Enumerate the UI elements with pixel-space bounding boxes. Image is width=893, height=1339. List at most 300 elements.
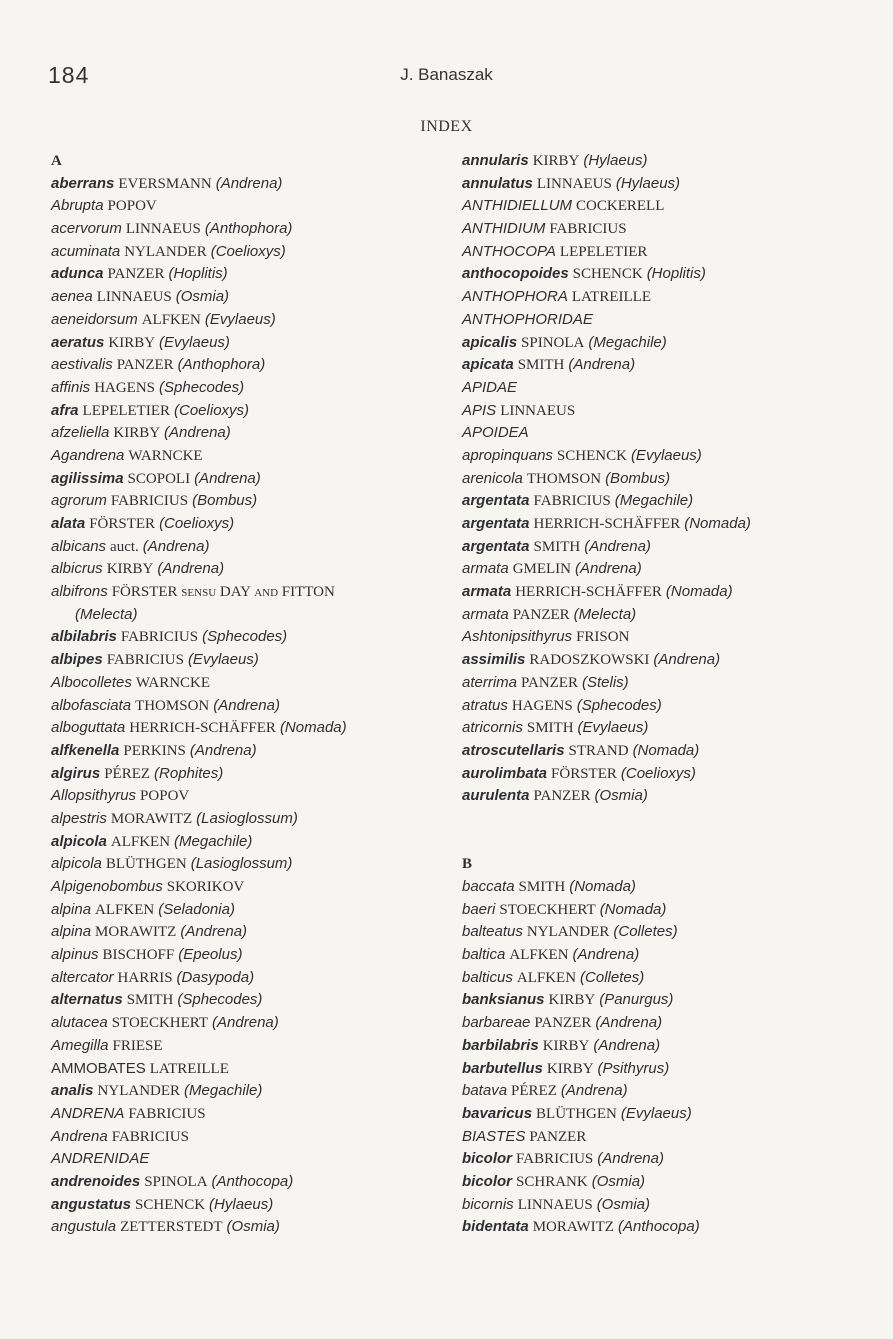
entry-genus: (Sphecodes) — [159, 378, 245, 396]
index-entry — [51, 1012, 436, 1035]
entry-continuation: (Melecta) — [75, 605, 138, 623]
entry-term: annulatus — [462, 174, 533, 192]
entry-term: affinis — [51, 378, 91, 396]
entry-term: balteatus — [462, 923, 523, 941]
index-entry — [51, 695, 436, 718]
index-entry — [51, 445, 436, 468]
index-entry — [51, 195, 436, 218]
entry-term: bicornis — [462, 1195, 514, 1213]
entry-author: SMITH — [526, 720, 574, 737]
index-entry — [462, 150, 862, 173]
index-entry — [51, 332, 436, 355]
entry-author: MORAWITZ — [532, 1219, 614, 1236]
entry-term: argentata — [462, 515, 530, 532]
index-entry — [51, 354, 436, 377]
index-entry — [51, 422, 436, 445]
section-gap — [462, 808, 862, 853]
entry-author: SKORIKOV — [166, 879, 245, 895]
index-entry — [51, 1126, 436, 1149]
entry-genus: (Osmia) — [591, 1172, 646, 1190]
index-entry — [462, 1103, 862, 1126]
entry-genus: (Andrena) — [584, 537, 651, 555]
entry-term: balticus — [462, 968, 513, 986]
entry-author: FABRICIUS — [533, 493, 611, 510]
entry-genus: (Coelioxys) — [174, 401, 250, 419]
entry-genus: (Colletes) — [613, 923, 678, 941]
index-entry — [51, 604, 436, 627]
index-entry — [51, 558, 436, 581]
index-entry — [462, 967, 862, 990]
entry-genus: (Anthocopa) — [617, 1218, 700, 1236]
entry-author: ALFKEN — [95, 901, 155, 918]
entry-author: PÉREZ — [511, 1083, 557, 1100]
entry-term: APIS — [462, 401, 497, 419]
entry-term: ANDRENA — [51, 1104, 125, 1122]
entry-author: LINNAEUS — [536, 175, 612, 192]
entry-term: armata — [462, 583, 512, 601]
index-entry — [51, 490, 436, 513]
entry-author: COCKERELL — [576, 198, 665, 215]
entry-genus: (Hylaeus) — [209, 1195, 274, 1213]
entry-author: STRAND — [568, 742, 629, 759]
entry-genus: (Andrena) — [180, 923, 248, 941]
entry-genus: (Andrena) — [572, 946, 640, 964]
index-entry — [51, 1080, 436, 1103]
entry-author: ALFKEN — [110, 833, 171, 850]
entry-genus: (Megachile) — [174, 832, 253, 850]
index-entry — [462, 377, 862, 400]
entry-term: angustatus — [51, 1195, 132, 1213]
entry-term: banksianus — [462, 991, 545, 1009]
entry-author: PANZER — [512, 606, 570, 623]
entry-term: apropinquans — [462, 446, 553, 464]
index-entry — [51, 536, 436, 559]
entry-term: Amegilla — [51, 1036, 109, 1054]
entry-author: SCHENCK — [556, 447, 627, 464]
entry-author: FÖRSTER sensu DAY and FITTON — [111, 584, 335, 601]
index-entry — [462, 263, 862, 286]
entry-author: LATREILLE — [571, 289, 651, 306]
entry-term: argentata — [462, 537, 530, 555]
entry-term: alfkenella — [51, 741, 120, 759]
entry-genus: (Sphecodes) — [177, 991, 263, 1009]
index-entry — [462, 581, 862, 604]
entry-author: POPOV — [140, 788, 190, 805]
entry-term: agrorum — [51, 492, 107, 510]
entry-term: albilabris — [51, 628, 117, 646]
entry-author: HARRIS — [117, 969, 173, 986]
entry-author: PERKINS — [123, 742, 186, 759]
index-entry — [51, 853, 436, 876]
entry-author: NYLANDER — [526, 924, 610, 941]
index-entry — [51, 468, 436, 491]
entry-author: MORAWITZ — [110, 810, 193, 827]
index-entry — [462, 1080, 862, 1103]
index-entry — [462, 490, 862, 513]
entry-genus: (Hylaeus) — [615, 174, 681, 192]
entry-term: aurolimbata — [462, 764, 548, 782]
entry-term: ANTHOPHORIDAE — [462, 310, 593, 328]
entry-genus: (Megachile) — [184, 1082, 263, 1100]
entry-genus: (Evylaeus) — [630, 446, 702, 464]
entry-term: bavaricus — [462, 1104, 533, 1122]
entry-term: alpinus — [51, 946, 99, 964]
entry-term: atricornis — [462, 719, 523, 737]
index-entry — [462, 332, 862, 355]
entry-genus: (Evylaeus) — [187, 651, 259, 669]
entry-term: Allopsithyrus — [51, 787, 137, 805]
entry-author: SPINOLA — [521, 334, 585, 351]
index-entry — [462, 626, 862, 649]
entry-genus: (Nomada) — [684, 515, 751, 532]
entry-term: BIASTES — [462, 1127, 526, 1145]
entry-genus: (Sphecodes) — [202, 628, 288, 646]
entry-term: baltica — [462, 946, 506, 964]
entry-author: LINNAEUS — [125, 221, 201, 238]
entry-term: aenea — [51, 288, 93, 306]
entry-term: aestivalis — [51, 356, 113, 374]
entry-author: POPOV — [107, 198, 157, 215]
index-entry — [462, 785, 862, 808]
entry-genus: (Nomada) — [599, 900, 667, 918]
entry-genus: (Andrena) — [164, 424, 231, 442]
entry-author: LEPELETIER — [559, 243, 648, 260]
entry-author: FÖRSTER — [551, 765, 617, 782]
index-entry — [462, 422, 862, 445]
index-entry — [51, 989, 436, 1012]
index-entry — [51, 241, 436, 264]
entry-author: SMITH — [126, 992, 174, 1009]
entry-author: NYLANDER — [124, 243, 207, 260]
entry-author: PANZER — [116, 357, 174, 374]
entry-genus: (Andrena) — [597, 1150, 664, 1168]
entry-term: alpestris — [51, 809, 107, 827]
entry-term: aeratus — [51, 333, 105, 351]
entry-term: albicans — [51, 537, 107, 555]
entry-author: LEPELETIER — [82, 402, 171, 419]
index-entry — [51, 513, 436, 536]
entry-term: Ashtonipsithyrus — [462, 628, 573, 646]
entry-genus: (Epeolus) — [178, 946, 243, 964]
entry-author: HERRICH-SCHÄFFER — [129, 720, 276, 737]
entry-genus: (Megachile) — [614, 492, 694, 510]
entry-term: assimilis — [462, 651, 526, 669]
index-entry — [51, 763, 436, 786]
entry-author: FABRICIUS — [120, 629, 199, 646]
entry-term: albofasciata — [51, 696, 132, 714]
entry-genus: (Andrena) — [142, 537, 210, 555]
entry-term: alpicola — [51, 832, 107, 850]
entry-genus: (Coelioxys) — [620, 764, 696, 782]
entry-genus: (Osmia) — [175, 288, 230, 306]
entry-author: FABRICIUS — [111, 1128, 189, 1145]
entry-genus: (Psithyrus) — [597, 1059, 670, 1077]
entry-genus: (Andrena) — [215, 174, 283, 192]
entry-genus: (Rophites) — [154, 764, 224, 782]
entry-term: albicrus — [51, 560, 103, 578]
entry-author: PANZER — [107, 266, 165, 283]
entry-author: BISCHOFF — [102, 947, 175, 964]
entry-term: armata — [462, 605, 509, 623]
index-entry — [462, 1216, 862, 1239]
index-entry — [51, 1148, 436, 1171]
index-entry — [462, 1194, 862, 1217]
entry-genus: (Anthocopa) — [211, 1172, 294, 1190]
entry-genus: (Evylaeus) — [204, 310, 276, 328]
entry-genus: (Nomada) — [665, 583, 733, 601]
entry-genus: (Andrena) — [653, 651, 721, 669]
index-entry — [462, 1171, 862, 1194]
index-entry — [462, 989, 862, 1012]
entry-genus: (Andrena) — [157, 560, 225, 578]
entry-author: WARNCKE — [128, 447, 203, 464]
entry-term: ANDRENIDAE — [51, 1150, 150, 1168]
index-entry — [462, 558, 862, 581]
index-entry — [462, 695, 862, 718]
entry-term: argentata — [462, 492, 530, 510]
entry-term: alata — [51, 515, 86, 532]
entry-author: RADOSZKOWSKI — [529, 652, 650, 669]
entry-author: HERRICH-SCHÄFFER — [515, 584, 662, 601]
entry-author: SCHENCK — [572, 266, 643, 283]
entry-genus: (Stelis) — [581, 673, 629, 691]
entry-author: KIRBY — [546, 1060, 594, 1077]
entry-term: atratus — [462, 696, 508, 714]
index-entry — [462, 400, 862, 423]
entry-genus: (Anthophora) — [204, 220, 293, 238]
entry-author: HERRICH-SCHÄFFER — [533, 516, 681, 532]
entry-genus: (Seladonia) — [158, 900, 235, 918]
index-entry — [462, 173, 862, 196]
entry-author: HAGENS — [511, 697, 573, 714]
entry-term: barbareae — [462, 1014, 531, 1032]
index-entry — [51, 286, 436, 309]
entry-term: ANTHIDIUM — [462, 220, 546, 238]
entry-term: adunca — [51, 265, 104, 283]
entry-genus: (Bombus) — [605, 469, 671, 487]
entry-genus: (Andrena) — [560, 1082, 628, 1100]
entry-author: PÉREZ — [104, 765, 151, 782]
entry-author: SCHRANK — [516, 1173, 588, 1190]
entry-term: bicolor — [462, 1150, 513, 1168]
index-entry — [462, 1012, 862, 1035]
entry-genus: (Andrena) — [595, 1014, 663, 1032]
entry-term: apicalis — [462, 333, 518, 351]
entry-term: aurulenta — [462, 787, 530, 805]
entry-genus: (Lasioglossum) — [196, 809, 298, 827]
entry-term: acuminata — [51, 242, 121, 260]
index-entry — [462, 354, 862, 377]
entry-term: AMMOBATES — [51, 1059, 146, 1077]
entry-genus: (Panurgus) — [599, 991, 674, 1009]
entry-term: ANTHIDIELLUM — [462, 197, 573, 215]
entry-term: agilissima — [51, 469, 124, 487]
index-entry — [51, 740, 436, 763]
entry-term: barbilabris — [462, 1036, 539, 1054]
index-entry — [462, 899, 862, 922]
entry-term: acervorum — [51, 220, 122, 238]
entry-term: albifrons — [51, 583, 108, 601]
entry-genus: (Hoplitis) — [168, 265, 228, 283]
entry-author: SMITH — [533, 538, 581, 555]
entry-genus: (Coelioxys) — [159, 515, 235, 532]
index-entry — [462, 649, 862, 672]
entry-term: Andrena — [51, 1127, 108, 1145]
entry-genus: (Andrena) — [593, 1036, 661, 1054]
entry-term: bicolor — [462, 1172, 513, 1190]
entry-author: EVERSMANN — [118, 175, 212, 192]
index-entry — [51, 899, 436, 922]
index-entry — [51, 173, 436, 196]
entry-genus: (Colletes) — [580, 968, 645, 986]
index-entry — [51, 218, 436, 241]
entry-author: KIRBY — [108, 334, 156, 351]
index-entry — [462, 445, 862, 468]
entry-author: PANZER — [529, 1128, 587, 1145]
entry-author: KIRBY — [113, 425, 161, 442]
section-letter: B — [462, 856, 473, 873]
entry-genus: (Nomada) — [569, 878, 636, 896]
index-entry — [51, 717, 436, 740]
entry-term: arenicola — [462, 469, 523, 487]
index-entry — [51, 1171, 436, 1194]
index-entry — [462, 740, 862, 763]
entry-term: APOIDEA — [462, 424, 529, 442]
entry-genus: (Evylaeus) — [620, 1104, 692, 1122]
index-entry — [51, 649, 436, 672]
entry-term: angustula — [51, 1218, 117, 1236]
entry-author: FABRICIUS — [549, 221, 627, 238]
entry-author: KIRBY — [532, 153, 580, 169]
entry-term: apicata — [462, 356, 514, 374]
entry-genus: (Andrena) — [189, 741, 257, 759]
index-entry — [51, 581, 436, 604]
entry-author: WARNCKE — [135, 674, 211, 691]
index-entry — [51, 944, 436, 967]
index-entry — [462, 536, 862, 559]
entry-author: FABRICIUS — [128, 1105, 206, 1122]
index-entry — [462, 195, 862, 218]
index-entry — [51, 263, 436, 286]
index-entry — [51, 785, 436, 808]
entry-term: ANTHOPHORA — [462, 288, 568, 306]
entry-term: APIDAE — [462, 378, 518, 396]
entry-author: FABRICIUS — [516, 1151, 594, 1168]
entry-genus: (Osmia) — [594, 787, 648, 805]
entry-term: alboguttata — [51, 719, 126, 737]
index-entry — [462, 876, 862, 899]
entry-term: anthocopoides — [462, 265, 569, 283]
entry-author: BLÜTHGEN — [105, 856, 187, 873]
index-entry — [51, 1058, 436, 1081]
entry-author: ALFKEN — [516, 969, 577, 986]
index-entry — [462, 717, 862, 740]
entry-author: FABRICIUS — [110, 493, 189, 510]
entry-term: Alpigenobombus — [51, 878, 163, 895]
entry-genus: (Melecta) — [573, 605, 637, 623]
entry-genus: (Bombus) — [192, 492, 258, 510]
entry-author: FRIESE — [112, 1037, 163, 1054]
entry-term: analis — [51, 1082, 94, 1100]
entry-author: LINNAEUS — [517, 1196, 593, 1213]
entry-term: alpina — [51, 923, 92, 941]
entry-genus: (Evylaeus) — [577, 719, 649, 737]
entry-term: afra — [51, 401, 79, 419]
entry-author: HAGENS — [94, 379, 156, 396]
entry-author: STOECKHERT — [499, 901, 596, 918]
entry-genus: (Andrena) — [575, 560, 642, 578]
entry-term: alutacea — [51, 1014, 108, 1032]
entry-author: KIRBY — [542, 1037, 590, 1054]
index-entry — [462, 513, 862, 536]
index-entry — [462, 604, 862, 627]
entry-genus: (Hylaeus) — [583, 152, 648, 169]
index-entry — [462, 1058, 862, 1081]
entry-term: Albocolletes — [51, 673, 132, 691]
entry-term: aberrans — [51, 174, 115, 192]
entry-genus: (Evylaeus) — [159, 333, 230, 351]
entry-term: alpicola — [51, 855, 102, 873]
index-title: INDEX — [420, 118, 473, 135]
entry-author: ZETTERSTEDT — [120, 1219, 223, 1236]
entry-author: SPINOLA — [144, 1173, 208, 1190]
index-column-right — [462, 150, 862, 1239]
entry-term: altercator — [51, 968, 114, 986]
entry-author: PANZER — [521, 674, 578, 691]
entry-genus: (Osmia) — [596, 1195, 651, 1213]
entry-term: algirus — [51, 764, 101, 782]
entry-author: SMITH — [518, 879, 566, 896]
index-entry — [51, 626, 436, 649]
entry-genus: (Dasypoda) — [176, 968, 255, 986]
entry-term: ANTHOCOPA — [462, 242, 556, 260]
entry-term: baccata — [462, 878, 515, 896]
entry-term: batava — [462, 1082, 508, 1100]
entry-term: alternatus — [51, 991, 123, 1009]
entry-author: SCHENCK — [135, 1196, 206, 1213]
index-entry — [462, 309, 862, 332]
entry-author: ALFKEN — [509, 947, 569, 964]
index-entry — [51, 400, 436, 423]
entry-genus: (Anthophora) — [177, 356, 266, 374]
index-entry — [462, 763, 862, 786]
entry-term: albipes — [51, 651, 103, 669]
entry-term: barbutellus — [462, 1059, 543, 1077]
entry-author: ALFKEN — [141, 311, 201, 328]
entry-author: PANZER — [533, 788, 591, 805]
page-number: 184 — [48, 62, 90, 88]
entry-genus: (Andrena) — [194, 469, 261, 487]
index-entry — [462, 241, 862, 264]
index-entry — [462, 1148, 862, 1171]
index-entry — [51, 967, 436, 990]
entry-author: SMITH — [517, 357, 565, 374]
entry-genus: (Osmia) — [226, 1218, 280, 1236]
entry-term: alpina — [51, 900, 92, 918]
entry-author: LINNAEUS — [96, 289, 172, 306]
entry-genus: (Hoplitis) — [646, 265, 706, 283]
entry-author: SCOPOLI — [127, 470, 191, 487]
entry-author: KIRBY — [548, 992, 596, 1009]
index-entry — [51, 1194, 436, 1217]
index-entry — [462, 1126, 862, 1149]
index-entry — [51, 309, 436, 332]
entry-author: THOMSON — [135, 697, 210, 714]
entry-genus: (Nomada) — [632, 741, 700, 759]
entry-term: annularis — [462, 152, 529, 169]
index-entry — [51, 672, 436, 695]
index-entry — [51, 377, 436, 400]
